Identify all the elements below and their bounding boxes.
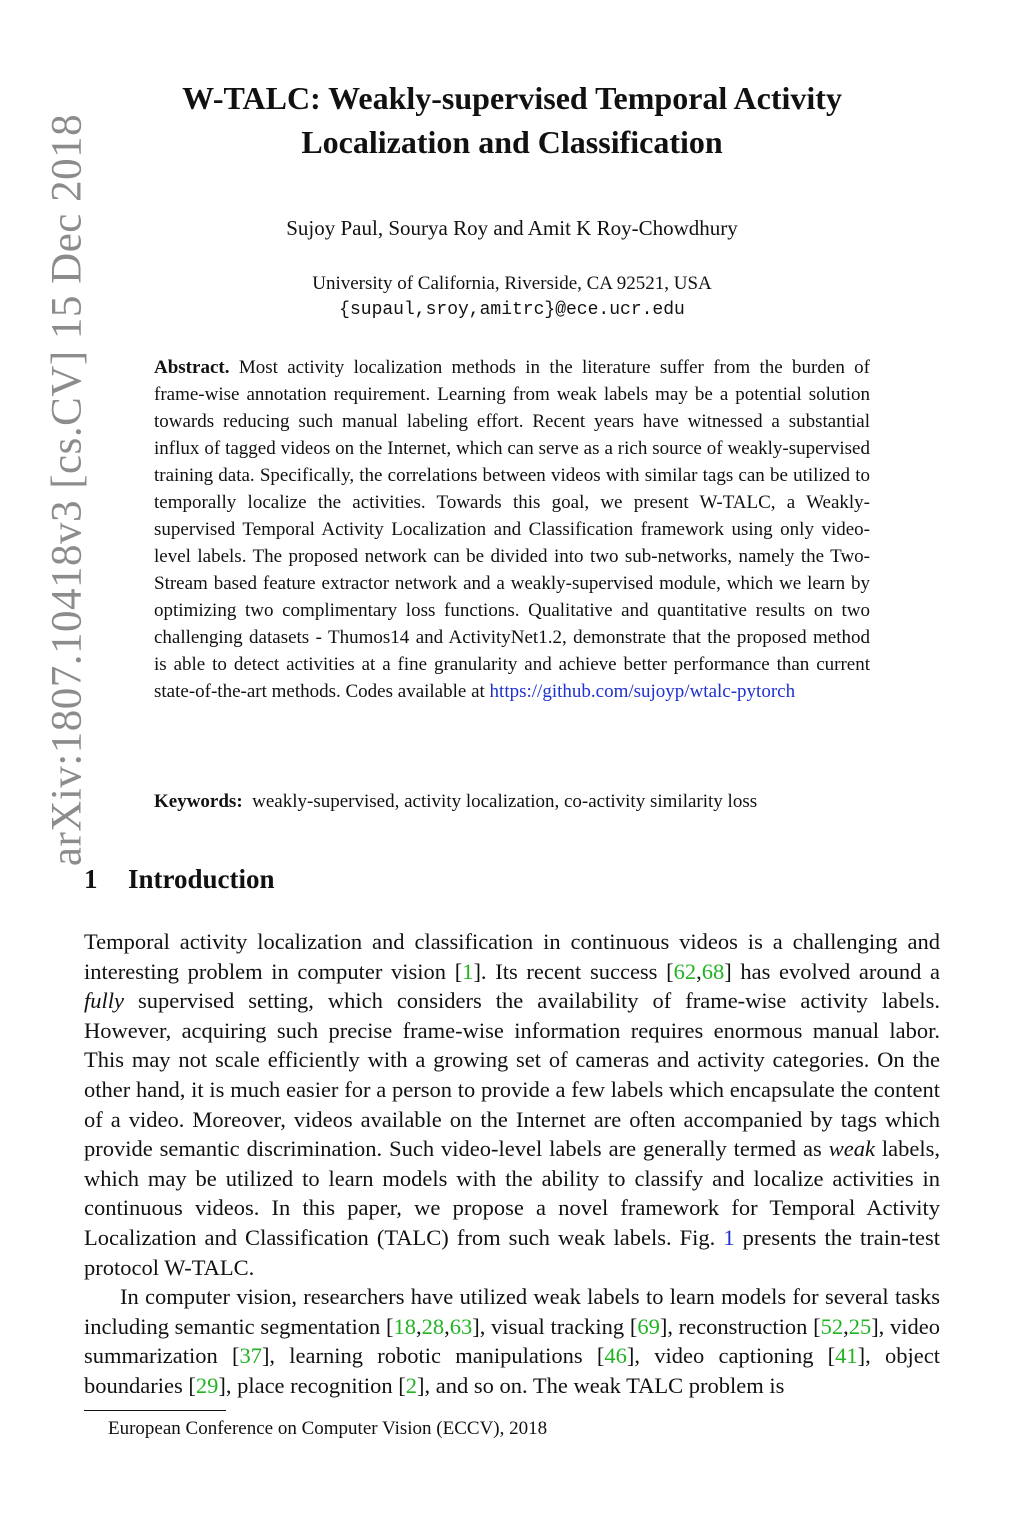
- paper-title: [140, 76, 884, 164]
- text-run: ], place recognition [: [218, 1372, 406, 1398]
- footnote-divider: [84, 1410, 226, 1411]
- citation-link[interactable]: 2: [405, 1372, 418, 1398]
- citation-link[interactable]: 29: [195, 1372, 219, 1398]
- email[interactable]: {supaul,sroy,amitrc}@ece.ucr.edu: [339, 300, 685, 320]
- citation-link[interactable]: 1: [462, 958, 474, 984]
- text-run: presents the train-test protocol W-TALC.: [84, 1224, 940, 1280]
- citation-link[interactable]: 25: [848, 1313, 872, 1339]
- text-run: ], visual tracking [: [472, 1313, 638, 1339]
- text-run: ,: [696, 958, 702, 984]
- text-run: ,: [415, 1313, 422, 1339]
- text-run: ], video summarization [: [84, 1313, 940, 1369]
- text-run: ], and so on. The weak TALC problem is: [417, 1372, 785, 1398]
- text-run: ], object boundaries [: [84, 1343, 940, 1398]
- citation-link[interactable]: 46: [604, 1343, 627, 1369]
- keywords-label: Keywords:: [154, 791, 243, 812]
- text-run: ,: [444, 1313, 450, 1339]
- title-line-2: Localization and Classification: [301, 124, 723, 160]
- body-text: [84, 927, 940, 1401]
- citation-link[interactable]: 41: [835, 1343, 858, 1369]
- text-run: ]. Its recent success [: [473, 958, 674, 984]
- citation-link[interactable]: 52: [820, 1313, 844, 1339]
- citation-link[interactable]: 68: [701, 958, 725, 984]
- text-run: ], reconstruction [: [659, 1313, 821, 1339]
- arxiv-identifier-stamp: arXiv:1807.10418v3 [cs.CV] 15 Dec 2018: [43, 113, 91, 867]
- text-run: ], learning robotic manipulations [: [261, 1343, 605, 1369]
- footnote: European Conference on Computer Vision (ECCV), 2018: [108, 1418, 548, 1439]
- text-run: labels, which may be utilized to learn models with the ability to classify and localize activities in continuous videos. In this paper, we propose a novel framework for Temporal Activity Localization and Classification (TALC) from such weak labels. Fig.: [84, 1136, 941, 1250]
- title-line-1: W-TALC: Weakly-supervised Temporal Activity: [182, 80, 842, 116]
- paragraph-2: [84, 1282, 940, 1400]
- abstract-text: Most activity localization methods in the literature suffer from the burden of frame-wise annotation requirement. Learning from weak labels may be a potential solution towards reducing such manual labeling effort. Recent years have witnessed a substantial influx of tagged videos on the Internet, which can serve as a rich source of weakly-supervised training data. Specifically, the correlations between videos with similar tags can be utilized to temporally localize the activities. Towards this goal, we present W-TALC, a Weakly-supervised Temporal Activity Localization and Classification framework using only video-level labels. The proposed network can be divided into two sub-networks, namely the Two-Stream based feature extractor network and a weakly-supervised module, which we learn by optimizing two complimentary loss functions. Qualitative and quantitative results on two challenging datasets - Thumos14 and ActivityNet1.2, demonstrate that the proposed method is able to detect activities at a fine granularity and achieve better performance than current state-of-the-art methods. Codes available at: [154, 357, 870, 702]
- text-run: Temporal activity localization and classification in continuous videos is a challenging and interesting problem in computer vision [: [84, 929, 940, 984]
- code-link[interactable]: https://github.com/sujoyp/wtalc-pytorch: [489, 681, 796, 702]
- citation-link[interactable]: 62: [673, 958, 697, 984]
- paragraph-1: [84, 927, 940, 1282]
- text-run: supervised setting, which considers the availability of frame-wise activity labels. However, acquiring such precise frame-wise information requires enormous manual labor. This may not scale efficiently with a growing set of cameras and activity categories. On the other hand, it is much easier for a person to provide a few labels which encapsulate the content of a video. Moreover, videos available on the Internet are often accompanied by tags which provide semantic discrimination. Such video-level labels are generally termed as: [84, 988, 940, 1162]
- citation-link[interactable]: 37: [239, 1343, 262, 1369]
- emphasis: weak: [828, 1136, 875, 1162]
- abstract-label: Abstract.: [154, 357, 230, 378]
- figure-link[interactable]: 1: [723, 1224, 735, 1250]
- emphasis: fully: [84, 988, 124, 1014]
- section-title: Introduction: [128, 864, 275, 894]
- section-heading-introduction: [84, 864, 275, 895]
- text-run: ], video captioning [: [626, 1343, 836, 1369]
- section-number: 1: [84, 864, 98, 894]
- citation-link[interactable]: 18: [393, 1313, 416, 1339]
- affiliation: University of California, Riverside, CA 92521, USA: [312, 273, 712, 294]
- authors: Sujoy Paul, Sourya Roy and Amit K Roy-Chowdhury: [286, 216, 738, 240]
- text-run: In computer vision, researchers have utilized weak labels to learn models for several tasks including semantic segmentation [: [84, 1284, 940, 1339]
- keywords: [154, 788, 870, 815]
- keywords-text: weakly-supervised, activity localization, co-activity similarity loss: [252, 791, 758, 812]
- citation-link[interactable]: 28: [421, 1313, 445, 1339]
- abstract: [154, 354, 870, 705]
- text-run: ,: [843, 1313, 849, 1339]
- text-run: ] has evolved around a: [724, 958, 940, 984]
- citation-link[interactable]: 63: [449, 1313, 473, 1339]
- citation-link[interactable]: 69: [637, 1313, 660, 1339]
- affiliation-block: [140, 270, 884, 324]
